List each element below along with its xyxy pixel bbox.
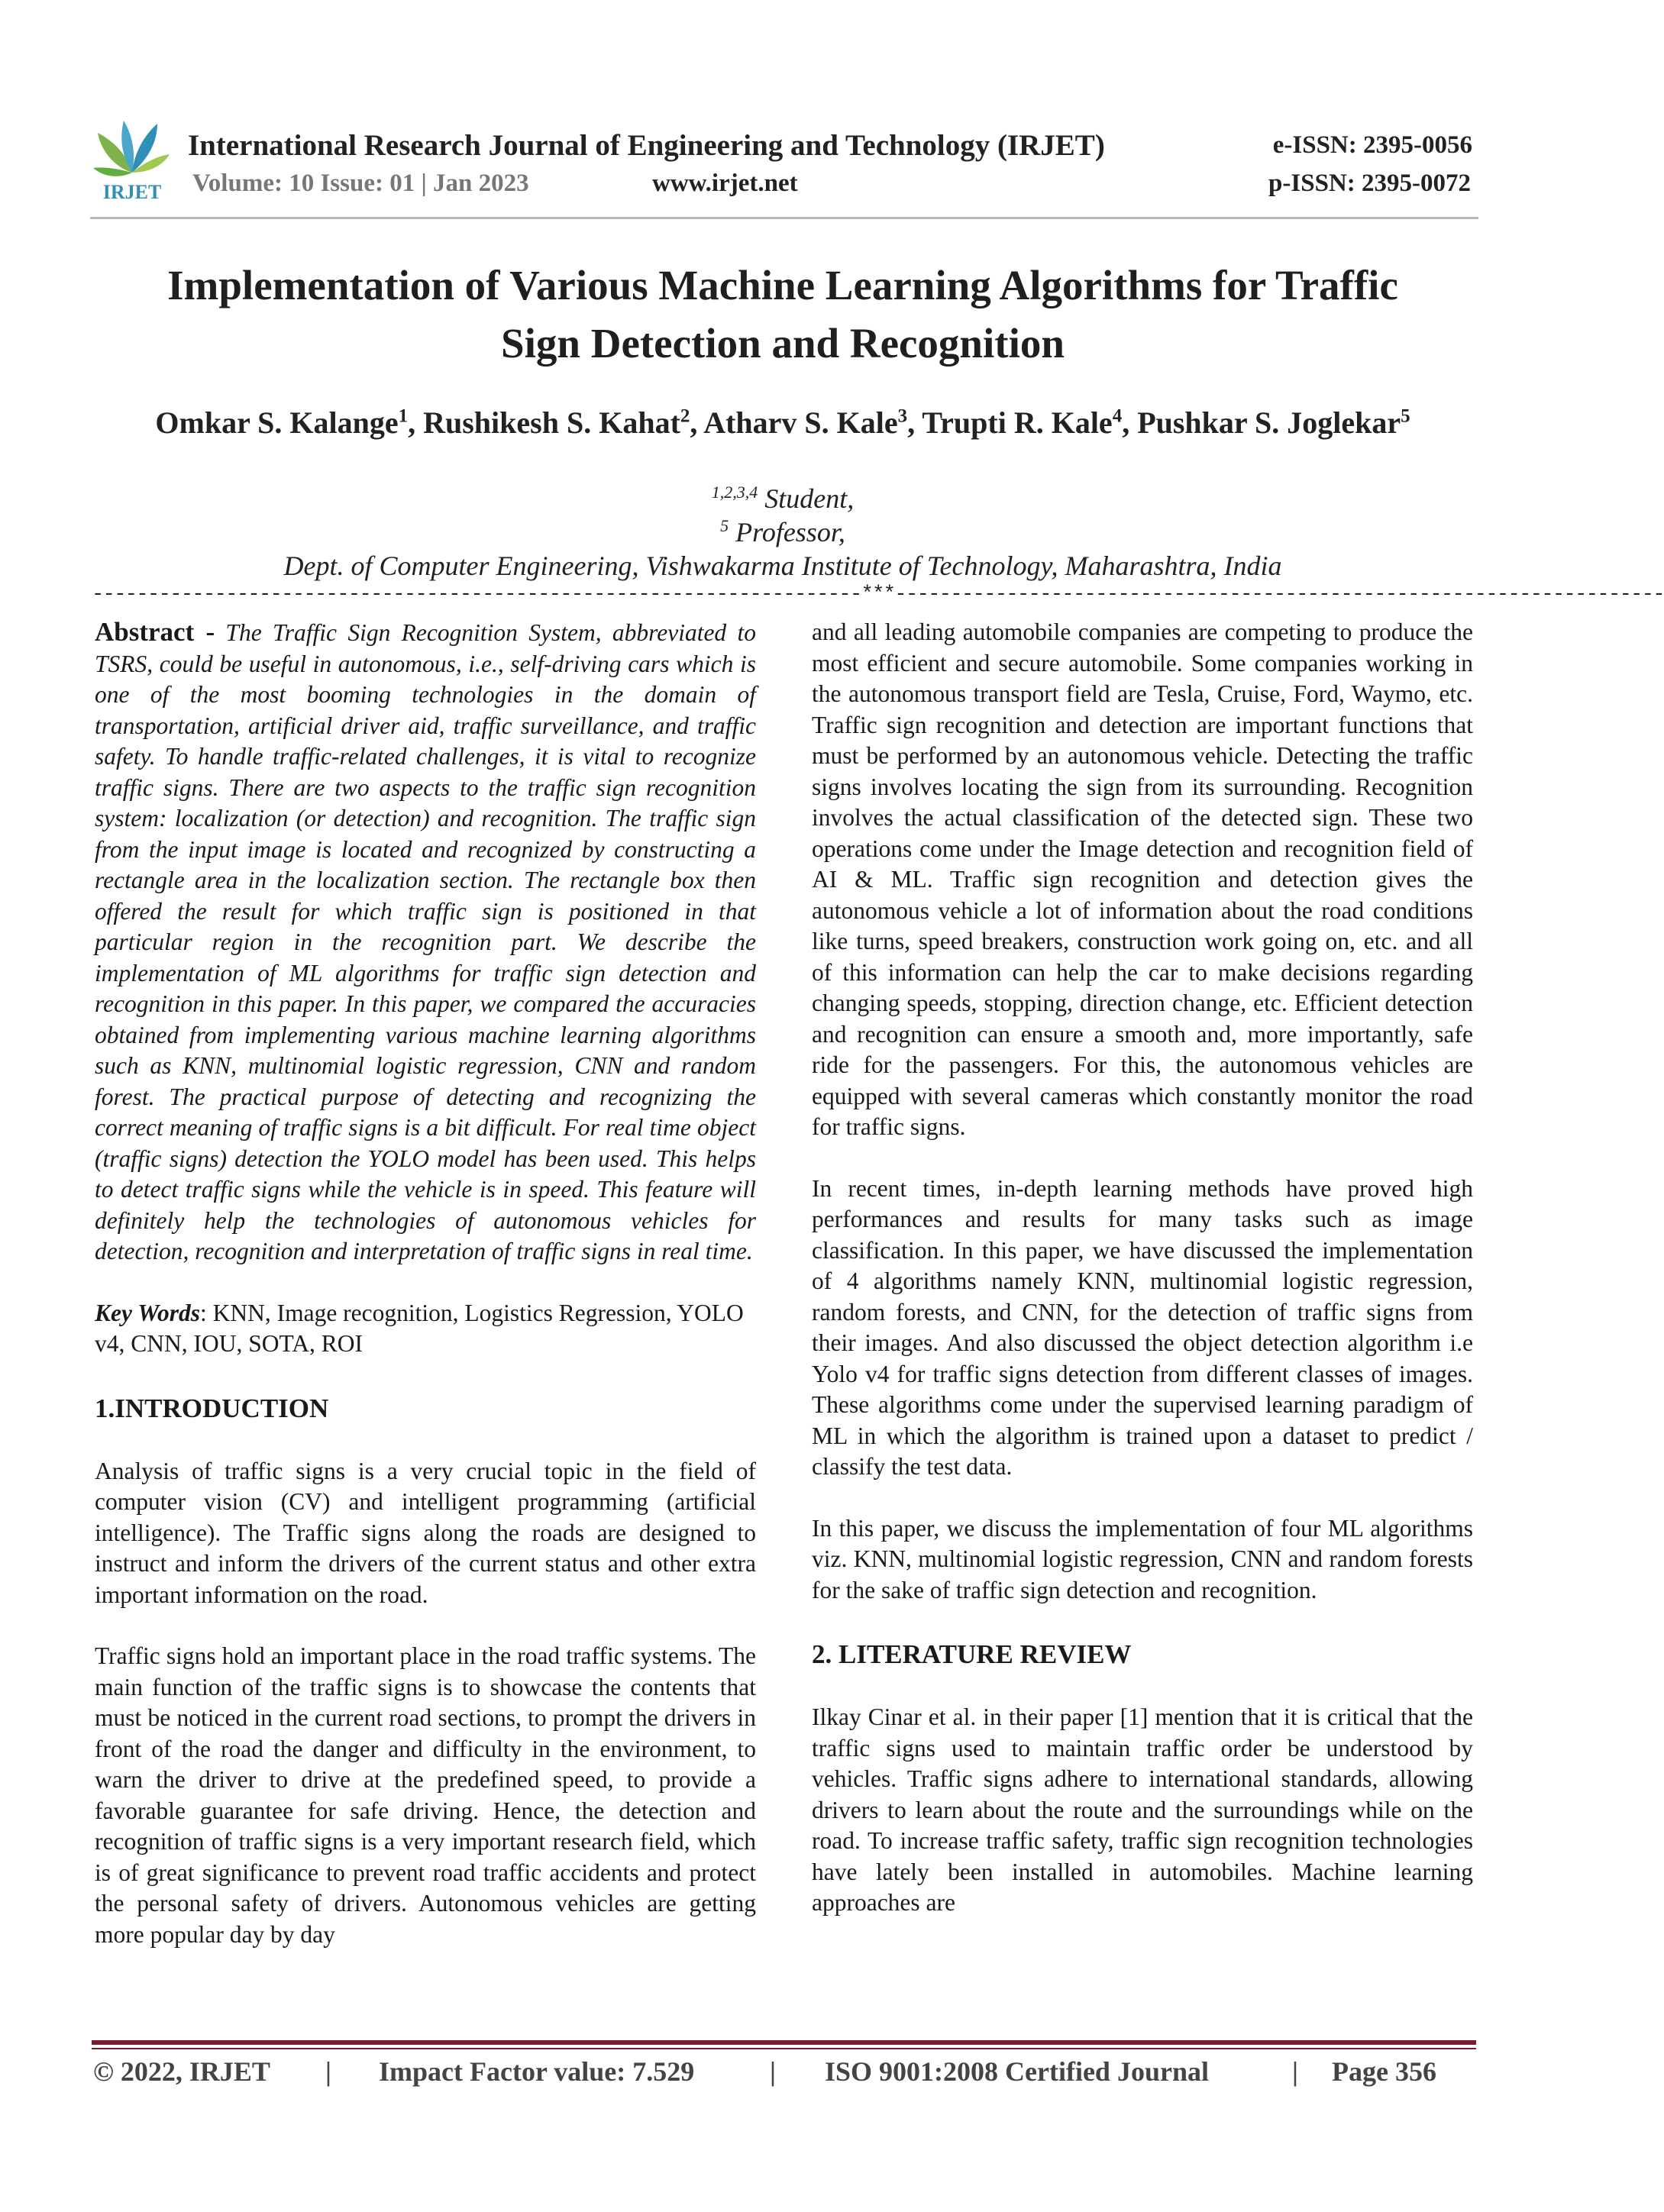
affiliation-professor — [92, 516, 1474, 548]
affiliation-students — [92, 483, 1474, 515]
introduction-paragraph-5: In this paper, we discuss the implementation of four ML algorithms viz. KNN, multinomial logistic regression, CNN and random forests for the sake of traffic sign detection and recognition. — [812, 1514, 1473, 1603]
section-separator: ---------------------------------------------------------------------***--------------------------------------------------------------------- — [92, 583, 1664, 606]
author-affiliation-mark: 3 — [897, 405, 908, 427]
introduction-heading: 1.INTRODUCTION — [95, 1393, 329, 1423]
introduction-paragraph-3: and all leading automobile companies are competing to produce the most efficient and secure automobile. Some companies working in the autonomous transport field are Tesla, Cruise, Ford, Waymo, etc. Traffic sign recognition and detection are important functions that must be performed by an autonomous vehicle. Detecting the traffic signs involves locating the sign from its surrounding. Recognition involves the actual classification of the detected sign. These two operations come under the Image detection and recognition field of AI & ML. Traffic sign recognition and detection gives the autonomous vehicle a lot of information about the road conditions like turns, speed breakers, construction work going on, etc. and all of this information can help the car to make decisions regarding changing speeds, stopping, direction change, etc. Efficient detection and recognition can ensure a smooth and, more importantly, safe ride for the passengers. For this, the autonomous vehicles are equipped with several cameras which constantly monitor the road for traffic signs. — [812, 618, 1473, 1140]
journal-website-link[interactable]: www.irjet.net — [652, 170, 798, 197]
paper-title-line-2: Sign Detection and Recognition — [501, 320, 1065, 367]
header-divider — [90, 217, 1478, 219]
author-separator: , — [690, 405, 704, 440]
logo-leaves-icon — [93, 121, 170, 176]
footer-divider-thick — [92, 2040, 1476, 2045]
introduction-paragraph-2: Traffic signs hold an important place in the road traffic systems. The main function of the traffic signs is to showcase the contents that must be noticed in the current road sections, to prompt the drivers in front of the road the danger and difficulty in the environment, to warn the driver to drive at the predefined speed, to provide a favorable guarantee for safe driving. Hence, the detection and recognition of traffic signs is a very important research field, which is of great significance to prevent road traffic accidents and protect the personal safety of drivers. Autonomous vehicles are getting more popular day by day — [95, 1642, 756, 1948]
author-affiliation-mark: 1 — [398, 405, 409, 427]
author-list — [92, 405, 1474, 441]
keywords-label: Key Words — [95, 1299, 200, 1326]
author-separator: , — [1122, 405, 1138, 440]
affiliation-mark: 5 — [720, 516, 729, 535]
paper-title — [92, 257, 1474, 373]
affiliation-role: Professor, — [729, 517, 845, 547]
author-name: Atharv S. Kale — [703, 405, 898, 440]
footer-divider-thin — [92, 2048, 1476, 2049]
affiliation-mark: 1,2,3,4 — [711, 483, 758, 502]
footer-copyright: © 2022, IRJET — [93, 2056, 270, 2087]
literature-paragraph-1: Ilkay Cinar et al. in their paper [1] mention that it is critical that the traffic signs used to maintain traffic order be understood by vehicles. Traffic signs adhere to international standards, allowing drivers to learn about the route and the surroundings while on the road. To increase traffic safety, traffic sign recognition technologies have lately been installed in automobiles. Machine learning approaches are — [812, 1703, 1473, 1916]
irjet-logo — [90, 113, 174, 205]
author-separator: , — [408, 405, 424, 440]
e-issn: e-ISSN: 2395-0056 — [1272, 131, 1472, 159]
author-affiliation-mark: 2 — [680, 405, 690, 427]
right-column — [812, 617, 1473, 1919]
page-footer — [92, 2055, 1476, 2094]
footer-impact-factor: Impact Factor value: 7.529 — [379, 2056, 695, 2087]
literature-review-heading: 2. LITERATURE REVIEW — [812, 1639, 1132, 1669]
author-affiliation-mark: 5 — [1401, 405, 1410, 427]
footer-separator: | — [325, 2056, 331, 2087]
p-issn: p-ISSN: 2395-0072 — [1268, 170, 1471, 197]
footer-separator: | — [770, 2056, 776, 2087]
author-name: Pushkar S. Joglekar — [1137, 405, 1401, 440]
footer-page-number: Page 356 — [1332, 2056, 1436, 2087]
introduction-paragraph-1: Analysis of traffic signs is a very crucial topic in the field of computer vision (CV) and intelligent programming (artificial intelligence). The Traffic signs along the roads are designed to instruct and inform the drivers of the current status and other extra important information on the road. — [95, 1457, 756, 1608]
volume-issue: Volume: 10 Issue: 01 | Jan 2023 — [192, 170, 529, 197]
author-name: Trupti R. Kale — [922, 405, 1113, 440]
keywords-paragraph — [95, 1298, 756, 1360]
left-column — [95, 617, 756, 1950]
keywords-text: : KNN, Image recognition, Logistics Regression, YOLO v4, CNN, IOU, SOTA, ROI — [95, 1299, 744, 1357]
affiliation-department: Dept. of Computer Engineering, Vishwakarma Institute of Technology, Maharashtra, India — [283, 551, 1282, 581]
introduction-paragraph-4: In recent times, in-depth learning methods have proved high performances and results for many tasks such as image classification. In this paper, we have discussed the implementation of 4 algorithms namely KNN, multinomial logistic regression, random forests, and CNN, for the detection of traffic signs from their images. And also discussed the object detection algorithm i.e Yolo v4 for traffic signs detection from different classes of images. These algorithms come under the supervised learning paradigm of ML in which the algorithm is trained upon a dataset to predict / classify the test data. — [812, 1174, 1473, 1480]
abstract-text: The Traffic Sign Recognition System, abbreviated to TSRS, could be useful in autonomous, i.e., self-driving cars which is one of the most booming technologies in the domain of transportation, artificial driver aid, traffic surveillance, and traffic safety. To handle traffic-related challenges, it is vital to recognize traffic signs. There are two aspects to the traffic sign recognition system: localization (or detection) and recognition. The traffic sign from the input image is located and recognized by constructing a rectangle area in the localization section. The rectangle box then offered the result for which traffic sign is positioned in that particular region in the recognition part. We describe the implementation of ML algorithms for traffic sign detection and recognition in this paper. In this paper, we compared the accuracies obtained from implementing various machine learning algorithms such as KNN, multinomial logistic regression, CNN and random forest. The practical purpose of detecting and recognizing the correct meaning of traffic signs is a bit difficult. For real time object (traffic signs) detection the YOLO model has been used. This helps to detect traffic signs while the vehicle is in speed. This feature will definitely help the technologies of autonomous vehicles for detection, recognition and interpretation of traffic signs in real time. — [95, 619, 756, 1264]
author-name: Rushikesh S. Kahat — [423, 405, 680, 440]
author-separator: , — [907, 405, 922, 440]
author-affiliation-mark: 4 — [1112, 405, 1123, 427]
paper-title-line-1: Implementation of Various Machine Learning Algorithms for Traffic — [167, 262, 1398, 308]
abstract-paragraph — [95, 617, 756, 1267]
footer-iso-certification: ISO 9001:2008 Certified Journal — [825, 2056, 1209, 2087]
author-name: Omkar S. Kalange — [155, 405, 399, 440]
footer-separator: | — [1292, 2056, 1298, 2087]
abstract-label: Abstract - — [95, 617, 215, 647]
affiliation-role: Student, — [758, 483, 855, 514]
logo-text: IRJET — [102, 181, 162, 203]
journal-title: International Research Journal of Engineering and Technology (IRJET) — [188, 129, 1105, 162]
